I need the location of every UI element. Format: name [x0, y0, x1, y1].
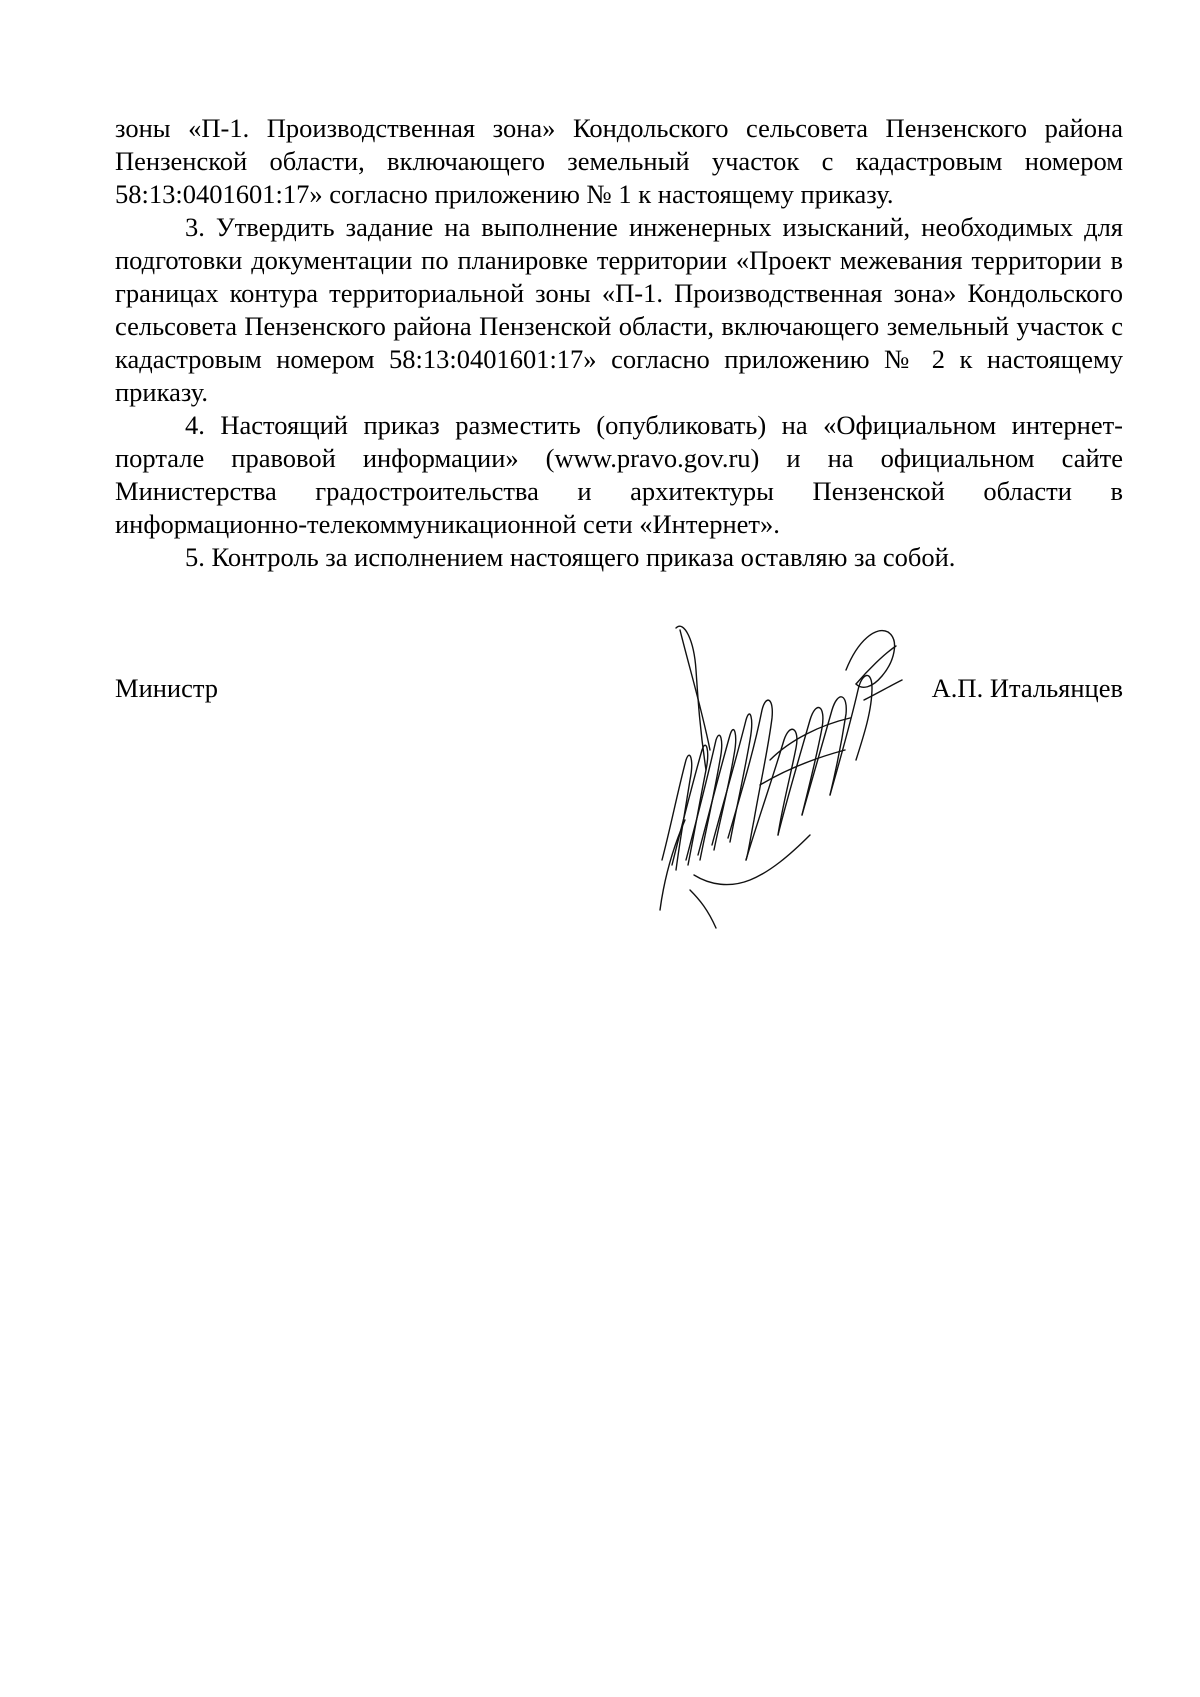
signer-name: А.П. Итальянцев — [931, 673, 1123, 703]
paragraph-item-4: 4. Настоящий приказ разместить (опубликовать) на «Официальном интернет-портале правовой информации» (www.pravo.gov.ru) и на официальном сайте Министерства градостроительства и архитектуры Пензенской области в информационно-телекоммуникационной сети «Интернет». — [115, 410, 1123, 539]
document-body — [115, 112, 1123, 574]
paragraph-item-5: 5. Контроль за исполнением настоящего приказа оставляю за собой. — [185, 542, 956, 572]
signature-block — [115, 672, 1123, 712]
paragraph-continuation: зоны «П-1. Производственная зона» Кондольского сельсовета Пензенского района Пензенской области, включающего земельный участок с кадастровым номером 58:13:0401601:17» согласно приложению № 1 к настоящему приказу. — [115, 113, 1123, 209]
signer-position: Министр — [115, 673, 219, 703]
paragraph-item-3: 3. Утвердить задание на выполнение инженерных изысканий, необходимых для подготовки документации по планировке территории «Проект межевания территории в границах контура территориальной зоны «П-1. Производственная зона» Кондольского сельсовета Пензенского района Пензенской области, включающего земельный участок с кадастровым номером 58:13:0401601:17» согласно приложению № 2 к настоящему приказу. — [115, 212, 1123, 407]
handwritten-signature-icon — [650, 610, 910, 940]
